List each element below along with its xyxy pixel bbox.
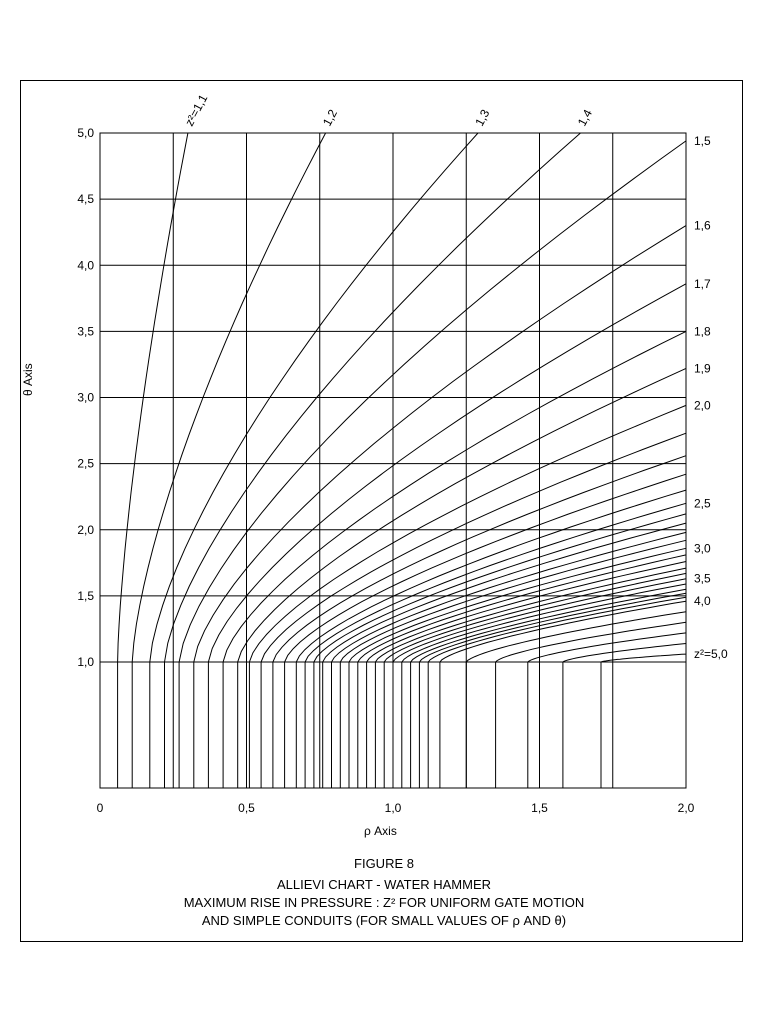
y-axis-title: θ Axis [21,363,35,396]
curve-2,9 [340,540,686,788]
curve-label: 1,3 [472,107,493,129]
curve-1,4 [165,133,581,788]
curve-4,8 [563,644,686,789]
x-tick-label: 2,0 [677,801,695,815]
x-tick-label: 0,5 [238,801,255,815]
curve-label: 1,5 [694,133,711,148]
curve-1,8 [223,331,686,788]
y-tick-label: 4,0 [77,258,94,273]
curve-3,7 [411,589,686,788]
x-axis-title: ρ Axis [364,824,397,838]
curve-label: 1,2 [319,107,341,129]
y-tick-label: 3,5 [77,324,94,339]
y-tick-label: 4,5 [77,192,94,207]
curve-label: 4,0 [694,594,711,609]
curve-label: 2,5 [694,496,711,511]
curve-label: 1,4 [574,107,596,129]
curve-label: 3,0 [694,541,711,556]
figure-subtitle-line-2: AND SIMPLE CONDUITS (FOR SMALL VALUES OF ρ AND θ) [201,913,567,928]
figure-number: FIGURE 8 [354,856,414,871]
curve-3,3 [375,568,686,788]
curve-label: 3,5 [694,571,711,586]
y-tick-label: 1,5 [77,588,94,603]
curve-label: z²=1,1 [182,92,211,129]
curve-1,5 [179,141,686,788]
curve-label: 1,9 [694,361,711,376]
curve-label: 1,6 [694,218,711,233]
y-tick-label: 3,0 [77,390,94,405]
curve-2,4 [296,490,686,788]
curve-label: 1,7 [694,276,711,291]
x-tick-label: 1,5 [531,801,548,815]
x-tick-label: 1,0 [384,801,402,815]
x-tick-label: 0 [96,801,104,815]
curve-label: 1,8 [694,324,711,339]
z2-curves [118,133,686,788]
figure-title: ALLIEVI CHART - WATER HAMMER [276,877,492,892]
y-tick-label: 2,5 [77,456,94,471]
curve-4,4 [496,622,686,788]
y-tick-label: 2,0 [77,522,94,537]
curve-2,7 [323,523,686,788]
curve-4,2 [466,612,686,788]
curve-label: 2,0 [694,398,711,413]
curve-label: z²=5,0 [694,647,728,662]
y-tick-label: 5,0 [77,126,94,140]
figure-subtitle-line-1: MAXIMUM RISE IN PRESSURE : Z² FOR UNIFORM GATE MOTION [183,895,585,910]
curve-z²=1,1 [118,133,188,788]
y-tick-label: 1,0 [77,655,94,669]
curve-1,7 [208,284,686,788]
curve-z²=5,0 [601,654,686,788]
